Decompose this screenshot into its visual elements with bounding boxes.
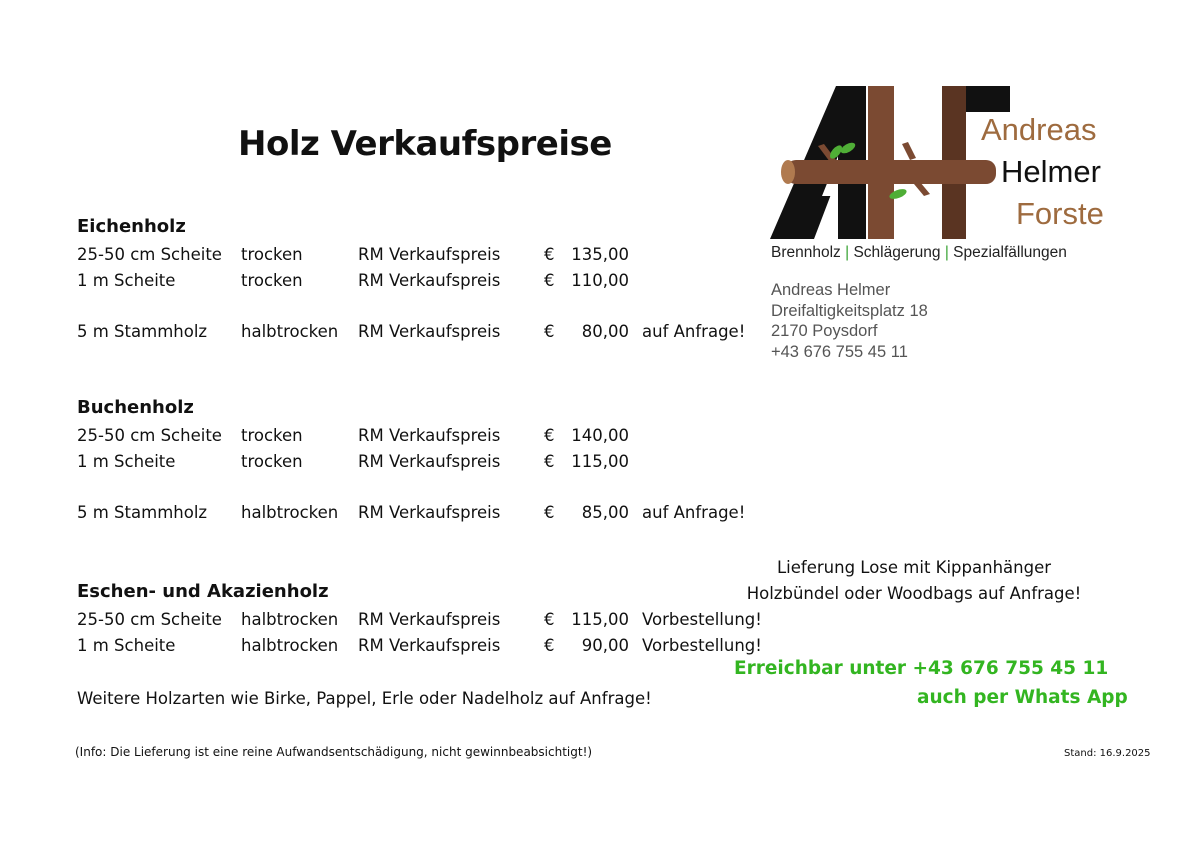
price-cell: 80,00 — [581, 322, 629, 341]
logo-graphic — [770, 86, 1010, 241]
price-type-cell: RM Verkaufspreis — [358, 610, 501, 629]
currency-cell: € — [544, 245, 555, 264]
tagline-separator: | — [845, 244, 850, 261]
currency-cell: € — [544, 636, 555, 655]
currency-cell: € — [544, 503, 555, 522]
tagline-separator: | — [944, 244, 949, 261]
note-cell: Vorbestellung! — [642, 610, 762, 629]
info-footnote: (Info: Die Lieferung ist eine reine Aufwandsentschädigung, nicht gewinnbeabsichtigt!) — [75, 745, 593, 759]
product-cell: 25-50 cm Scheite — [77, 426, 222, 445]
condition-cell: halbtrocken — [241, 322, 339, 341]
address-street: Dreifaltigkeitsplatz 18 — [771, 301, 928, 320]
price-cell: 140,00 — [571, 426, 629, 445]
currency-cell: € — [544, 426, 555, 445]
product-cell: 1 m Scheite — [77, 452, 176, 471]
tagline-schlaegerung: Schlägerung — [853, 244, 941, 261]
price-cell: 115,00 — [571, 610, 629, 629]
note-cell: Vorbestellung! — [642, 636, 762, 655]
table-row — [0, 426, 780, 450]
product-cell: 5 m Stammholz — [77, 322, 208, 341]
section-title-buchenholz: Buchenholz — [77, 397, 194, 418]
price-type-cell: RM Verkaufspreis — [358, 245, 501, 264]
currency-cell: € — [544, 322, 555, 341]
table-row — [0, 245, 780, 269]
product-cell: 1 m Scheite — [77, 271, 176, 290]
section-title-eschen-akazienholz: Eschen- und Akazienholz — [77, 581, 329, 602]
address-block — [771, 280, 928, 362]
price-cell: 90,00 — [581, 636, 629, 655]
currency-cell: € — [544, 610, 555, 629]
delivery-note-2: Holzbündel oder Woodbags auf Anfrage! — [746, 584, 1082, 603]
contact-phone: Erreichbar unter +43 676 755 45 11 — [734, 658, 1109, 679]
condition-cell: halbtrocken — [241, 610, 339, 629]
price-type-cell: RM Verkaufspreis — [358, 636, 501, 655]
table-row — [0, 610, 780, 634]
note-cell: auf Anfrage! — [642, 322, 746, 341]
section-title-eichenholz: Eichenholz — [77, 216, 186, 237]
price-cell: 135,00 — [571, 245, 629, 264]
price-type-cell: RM Verkaufspreis — [358, 452, 501, 471]
tagline-spezialfaellungen: Spezialfällungen — [953, 244, 1067, 261]
table-row — [0, 636, 780, 660]
price-cell: 85,00 — [581, 503, 629, 522]
contact-whatsapp: auch per Whats App — [917, 687, 1128, 708]
table-row — [0, 271, 780, 295]
price-type-cell: RM Verkaufspreis — [358, 426, 501, 445]
page-title: Holz Verkaufspreise — [238, 124, 612, 164]
condition-cell: halbtrocken — [241, 636, 339, 655]
condition-cell: trocken — [241, 245, 303, 264]
logo-tagline — [771, 244, 1067, 262]
note-cell: auf Anfrage! — [642, 503, 746, 522]
address-name: Andreas Helmer — [771, 281, 891, 299]
company-logo — [770, 86, 1140, 241]
price-type-cell: RM Verkaufspreis — [358, 271, 501, 290]
brand-line-2: Helmer — [1001, 154, 1101, 189]
currency-cell: € — [544, 271, 555, 290]
brand-line-1: Andreas — [981, 112, 1097, 147]
price-cell: 115,00 — [571, 452, 629, 471]
brand-line-3: Forste — [1016, 196, 1104, 231]
product-cell: 25-50 cm Scheite — [77, 610, 222, 629]
condition-cell: halbtrocken — [241, 503, 339, 522]
table-row — [0, 503, 780, 527]
table-row — [0, 322, 780, 346]
product-cell: 25-50 cm Scheite — [77, 245, 222, 264]
price-type-cell: RM Verkaufspreis — [358, 322, 501, 341]
address-phone: +43 676 755 45 11 — [771, 342, 908, 361]
condition-cell: trocken — [241, 271, 303, 290]
stand-date: Stand: 16.9.2025 — [1064, 748, 1151, 759]
price-type-cell: RM Verkaufspreis — [358, 503, 501, 522]
currency-cell: € — [544, 452, 555, 471]
other-woods-note: Weitere Holzarten wie Birke, Pappel, Erle oder Nadelholz auf Anfrage! — [77, 689, 652, 708]
address-city: 2170 Poysdorf — [771, 322, 878, 340]
price-cell: 110,00 — [571, 271, 629, 290]
table-row — [0, 452, 780, 476]
condition-cell: trocken — [241, 426, 303, 445]
tagline-brennholz: Brennholz — [771, 244, 841, 261]
delivery-note-1: Lieferung Lose mit Kippanhänger — [776, 558, 1052, 577]
condition-cell: trocken — [241, 452, 303, 471]
product-cell: 1 m Scheite — [77, 636, 176, 655]
product-cell: 5 m Stammholz — [77, 503, 208, 522]
